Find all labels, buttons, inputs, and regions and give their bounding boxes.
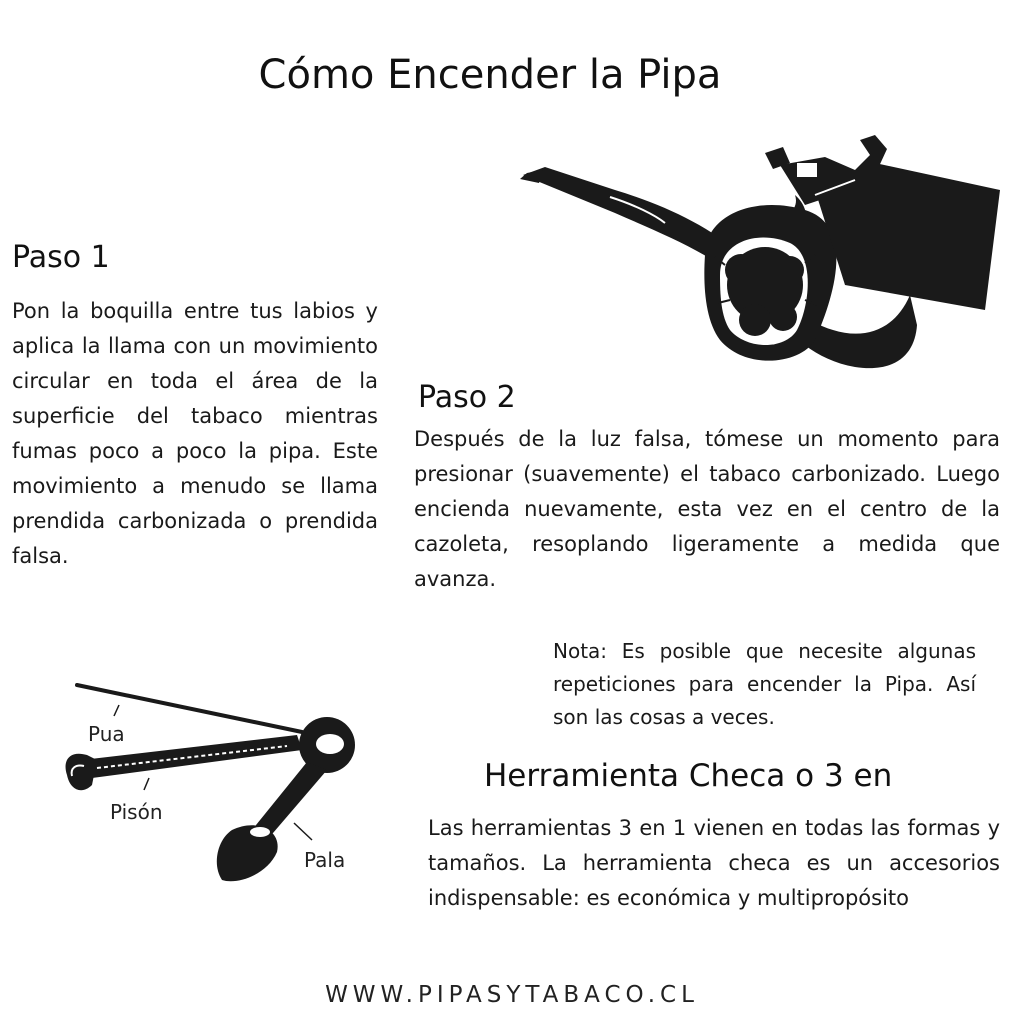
pipe-with-lighter-icon [515,135,1010,395]
step1-text: Pon la boquilla entre tus labios y aplica la llama con un movimiento circular en toda el área de la superficie del tabaco mientras fumas poco a poco la pipa. Este movimiento a menudo se llama prendida carbonizada o prendida falsa. [12,299,378,568]
step2-heading: Paso 2 [418,380,516,415]
label-pison: Pisón [110,800,163,824]
website-footer: WWW.PIPASYTABACO.CL [325,982,699,1008]
label-pua: Pua [88,722,125,746]
note-text: Nota: Es posible que necesite algunas repeticiones para encender la Pipa. Así son las cosas a veces. [553,639,976,729]
label-pala: Pala [304,848,346,872]
tool-heading: Herramienta Checa o 3 en [484,758,893,794]
tool-text: Las herramientas 3 en 1 vienen en todas las formas y tamaños. La herramienta checa es un accesorios indispensable: es económica y multipropósito [428,816,1000,910]
step1-heading: Paso 1 [12,240,110,275]
step2-text: Después de la luz falsa, tómese un momento para presionar (suavemente) el tabaco carbonizado. Luego encienda nuevamente, esta vez en el centro de la cazoleta, resoplando ligeramente a medida que avanza. [414,427,1014,591]
page-title: Cómo Encender la Pipa [258,52,722,98]
